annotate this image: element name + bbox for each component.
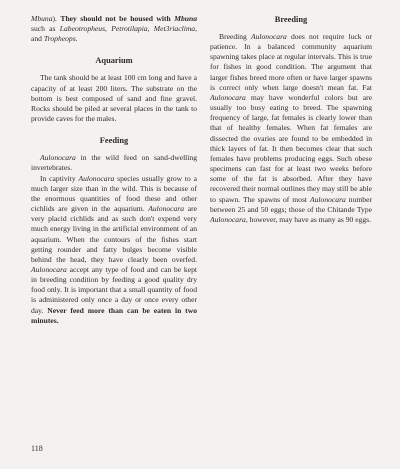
text-run: and xyxy=(31,34,44,44)
taxon-name: Tropheops xyxy=(43,34,76,44)
bold-text-run: . xyxy=(56,315,59,325)
intro-paragraph xyxy=(31,14,197,44)
right-column xyxy=(210,14,372,225)
left-column xyxy=(31,14,197,326)
taxon-name: Mbuna xyxy=(31,14,53,23)
text-run: , however, may have as many as 90 eggs. xyxy=(245,214,372,224)
text-run: does not require luck or patience. In a balanced community aquarium spawning takes place at regular intervals. This is true for fishes in good condition. The argument that larger fishes breed more often or have larger spawns is correct only when large doesn't mean fat. Fat xyxy=(210,32,372,92)
text-run: accept any type of food and can be kept in breeding condition by feeding a good quality dry food only. It is important that a small quantity of food is administered only once a day or once every other day. xyxy=(31,264,197,315)
taxon-name: Aulonocara xyxy=(309,194,346,204)
text-run: Breeding xyxy=(219,32,251,41)
text-run: In captivity xyxy=(40,173,79,183)
taxon-name: Aulonocara xyxy=(250,32,287,41)
taxon-name: Aulonocara xyxy=(78,173,115,183)
text-run: ). xyxy=(52,14,61,23)
taxon-name: Aulonocara xyxy=(210,92,246,102)
taxon-name: Aulonocara xyxy=(31,264,67,274)
feeding-paragraph-1 xyxy=(31,153,197,173)
taxon-name: Aulonocara xyxy=(40,153,76,163)
breeding-paragraph xyxy=(210,32,372,225)
text-run: such as xyxy=(31,24,60,34)
feeding-paragraph-2 xyxy=(31,174,197,326)
bold-text-run: Never feed more than can be eaten in two minutes xyxy=(31,305,197,325)
taxon-name: Aulonocara xyxy=(148,204,185,214)
aquarium-paragraph: The tank should be at least 100 cm long and have a capacity of at least 200 liters. The substrate on the bottom is best composed of sand and fine gravel. Rocks should be piled at several places in the tank to provide caves for the males. xyxy=(31,73,197,124)
page-number: 118 xyxy=(31,444,43,453)
text-run: in the wild feed on sand-dwelling invertebrates. xyxy=(31,153,197,173)
text-run: number between 25 and 50 eggs; those of the Chitande Type xyxy=(210,194,372,214)
text-run: may have wonderful colors but are usually too busy eating to breed. The spawning frequency of large, fat females is clearly lower than that of healthy females. When fat females are dissected the ovaries are found to be embedded in thick layers of fat. It then becomes clear that such females have problems producing eggs. Such obese specimens can fast for at least two weeks before some of the fat is absorbed. After they have recovered their normal outlines they may still be able to spawn. The spawns of most xyxy=(210,92,372,204)
section-heading-aquarium: Aquarium xyxy=(95,56,133,66)
text-run: are very placid cichlids and as such don't expend very much energy living in the artificial environment of an aquarium. When the contours of the fishes start getting rounder and fatty bulges become visible behind the head, they have clearly been overfed. xyxy=(31,204,197,264)
text-run: . xyxy=(75,34,78,44)
section-heading-feeding: Feeding xyxy=(99,136,129,146)
taxon-name: Mbuna xyxy=(174,14,198,23)
taxon-name: Labeotropheus, Petrotilapia, Met3riaclima, xyxy=(59,24,198,34)
text-run: species usually grow to a much larger size than in the wild. This is because of the enormous quantities of food these and other cichlids are given in the aquarium. xyxy=(31,173,197,214)
bold-text-run: They should not be housed with xyxy=(60,14,171,23)
section-heading-breeding: Breeding xyxy=(274,15,308,24)
taxon-name: Aulonocara xyxy=(210,214,246,224)
